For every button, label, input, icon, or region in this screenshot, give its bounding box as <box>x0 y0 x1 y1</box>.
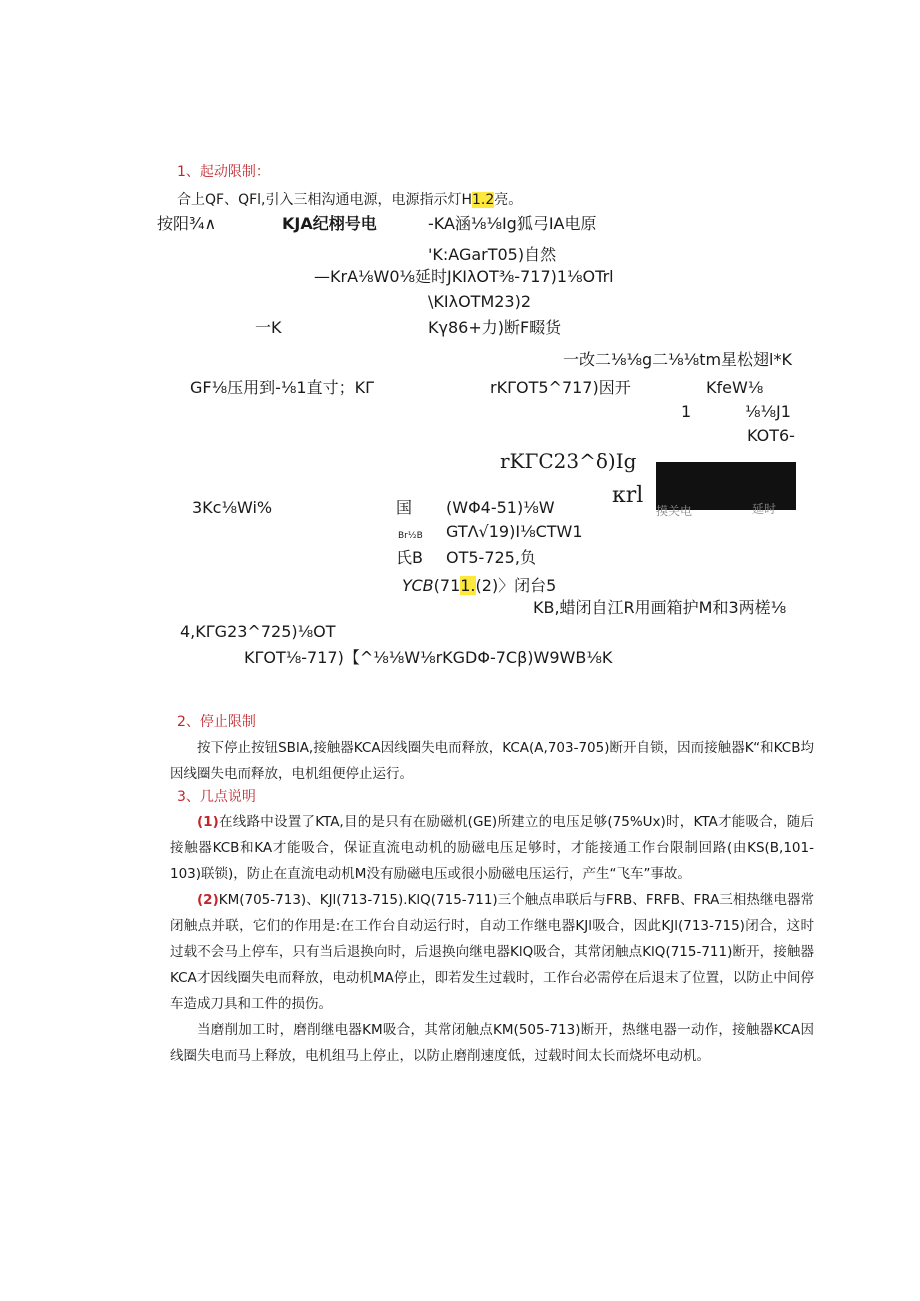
garbled-19: (WΦ4-51)⅛W <box>446 498 555 517</box>
garbled-14: KOT6- <box>747 426 795 445</box>
section3-para-3: 当磨削加工时，磨削继电器KM吸合，其常闭触点KM(505-713)断开，热继电器一动作，接触器KCA因线圈失电而马上释放，电机组马上停止，以防止磨削速度低，过载时间太长而烧坏电动机。 <box>170 1022 814 1064</box>
section1-heading: 1、起动限制： <box>177 164 270 180</box>
para1-number: (1) <box>197 814 219 830</box>
para2-text: KM(705-713)、KJl(713-715).KlQ(715-711)三个触点串联后与FRB、FRFB、FRA三相热继电器常闭触点并联，它们的作用是:在工作台自动运行时，自动工作继电器KJl吸合，因此KJl(713-715)闭合，这时过载不会马上停车，只有当后退换向时，后退换向继电器KlQ吸合，其常闭触点KlQ(715-711)断开，接触器KCA才因线圈失电而释放，电动机MA停止，即若发生过载时，工作台必需停在后退末了位置，以防止中间停车造成刀具和工件的损伤。 <box>170 892 814 1012</box>
garbled-28: KB,蜡闭自江R用画箱护M和3两槎⅛ <box>533 598 787 617</box>
garbled-0: 按阳¾∧ <box>157 214 217 233</box>
garbled-13: ⅛⅛J1 <box>745 402 791 421</box>
section3-para-2 <box>170 887 814 1017</box>
line1-text-b: 亮。 <box>494 192 523 208</box>
garbled-25: (71 <box>433 576 461 595</box>
para1-text: 在线路中设置了KTA,目的是只有在励磁机(GE)所建立的电压足够(75%Ux)时，KTA才能吸合，随后接触器KCB和KA才能吸合，保证直流电动机的励磁电压足够时，才能接通工作台限制回路(由KS(B,101-103)联锁)，防止在直流电动机M没有励磁电压或很小励磁电压运行，产生“飞车”事故。 <box>170 814 814 882</box>
garbled-26: 1. <box>460 576 476 595</box>
line1-highlight: 1.2 <box>472 192 495 208</box>
garbled-21: GTΛ√19)I⅛CTW1 <box>446 522 583 541</box>
garbled-29: 4,KΓG23^725)⅛OT <box>180 622 336 641</box>
garbled-12: 1 <box>681 402 692 421</box>
garbled-4: —KrA⅛W0⅛延时JKIλOT⅜-717)1⅛OTrl <box>314 267 614 286</box>
section2-text: 按下停止按钮SBlA,接触器KCA因线圈失电而释放，KCA(A,703-705)断开自锁，因而接触器K“和KCB均因线圈失电而释放，电机组便停止运行。 <box>170 740 814 782</box>
garbled-17: 3Kc⅛Wi% <box>192 498 273 517</box>
garbled-30: KΓOT⅛-717)【^⅛⅛W⅛rKGDΦ-7Cβ)W9WB⅛K <box>244 648 613 667</box>
garbled-24: YCB <box>402 576 434 595</box>
garbled-9: GF⅛压用到-⅛1直寸；KΓ <box>190 378 374 397</box>
section3-heading: 3、几点说明 <box>177 789 256 805</box>
garbled-15: rKΓC23^δ)Ig <box>500 449 637 473</box>
garbled-11: KfeW⅛ <box>706 378 764 397</box>
ghost-text-a: 摸关电 <box>656 504 693 518</box>
garbled-10: rKΓOT5^717)因开 <box>490 378 631 397</box>
section2-heading: 2、停止限制 <box>177 714 256 730</box>
garbled-22: 氏B <box>396 548 423 567</box>
ghost-text-b: 延时 <box>752 502 777 516</box>
garbled-27: (2)〉闭台5 <box>475 576 557 595</box>
garbled-8: 一改二⅛⅛g二⅛⅛tm星松翅l*K <box>563 350 792 369</box>
garbled-3: 'K:AGarT05)自然 <box>428 245 557 264</box>
garbled-7: Kγ86+力)断F畷货 <box>428 318 562 337</box>
section1-line1 <box>177 190 522 210</box>
para2-number: (2) <box>197 892 219 908</box>
line1-text-a: 合上QF、QFl,引入三相沟通电源，电源指示灯H <box>177 192 473 208</box>
section3-para-1 <box>170 809 814 887</box>
garbled-20: Br½B <box>398 531 423 541</box>
garbled-2: -KA涵⅛⅛Ig狐弓IA电原 <box>428 214 597 233</box>
garbled-6: 一K <box>255 318 282 337</box>
garbled-18: 国 <box>396 498 413 517</box>
garbled-line-ycb <box>402 576 556 596</box>
garbled-5: \KIλOTM23)2 <box>428 292 532 311</box>
garbled-16: κrl <box>612 483 644 508</box>
garbled-1: KJA纪栩号电 <box>282 214 377 233</box>
garbled-23: OT5-725,负 <box>446 548 536 567</box>
